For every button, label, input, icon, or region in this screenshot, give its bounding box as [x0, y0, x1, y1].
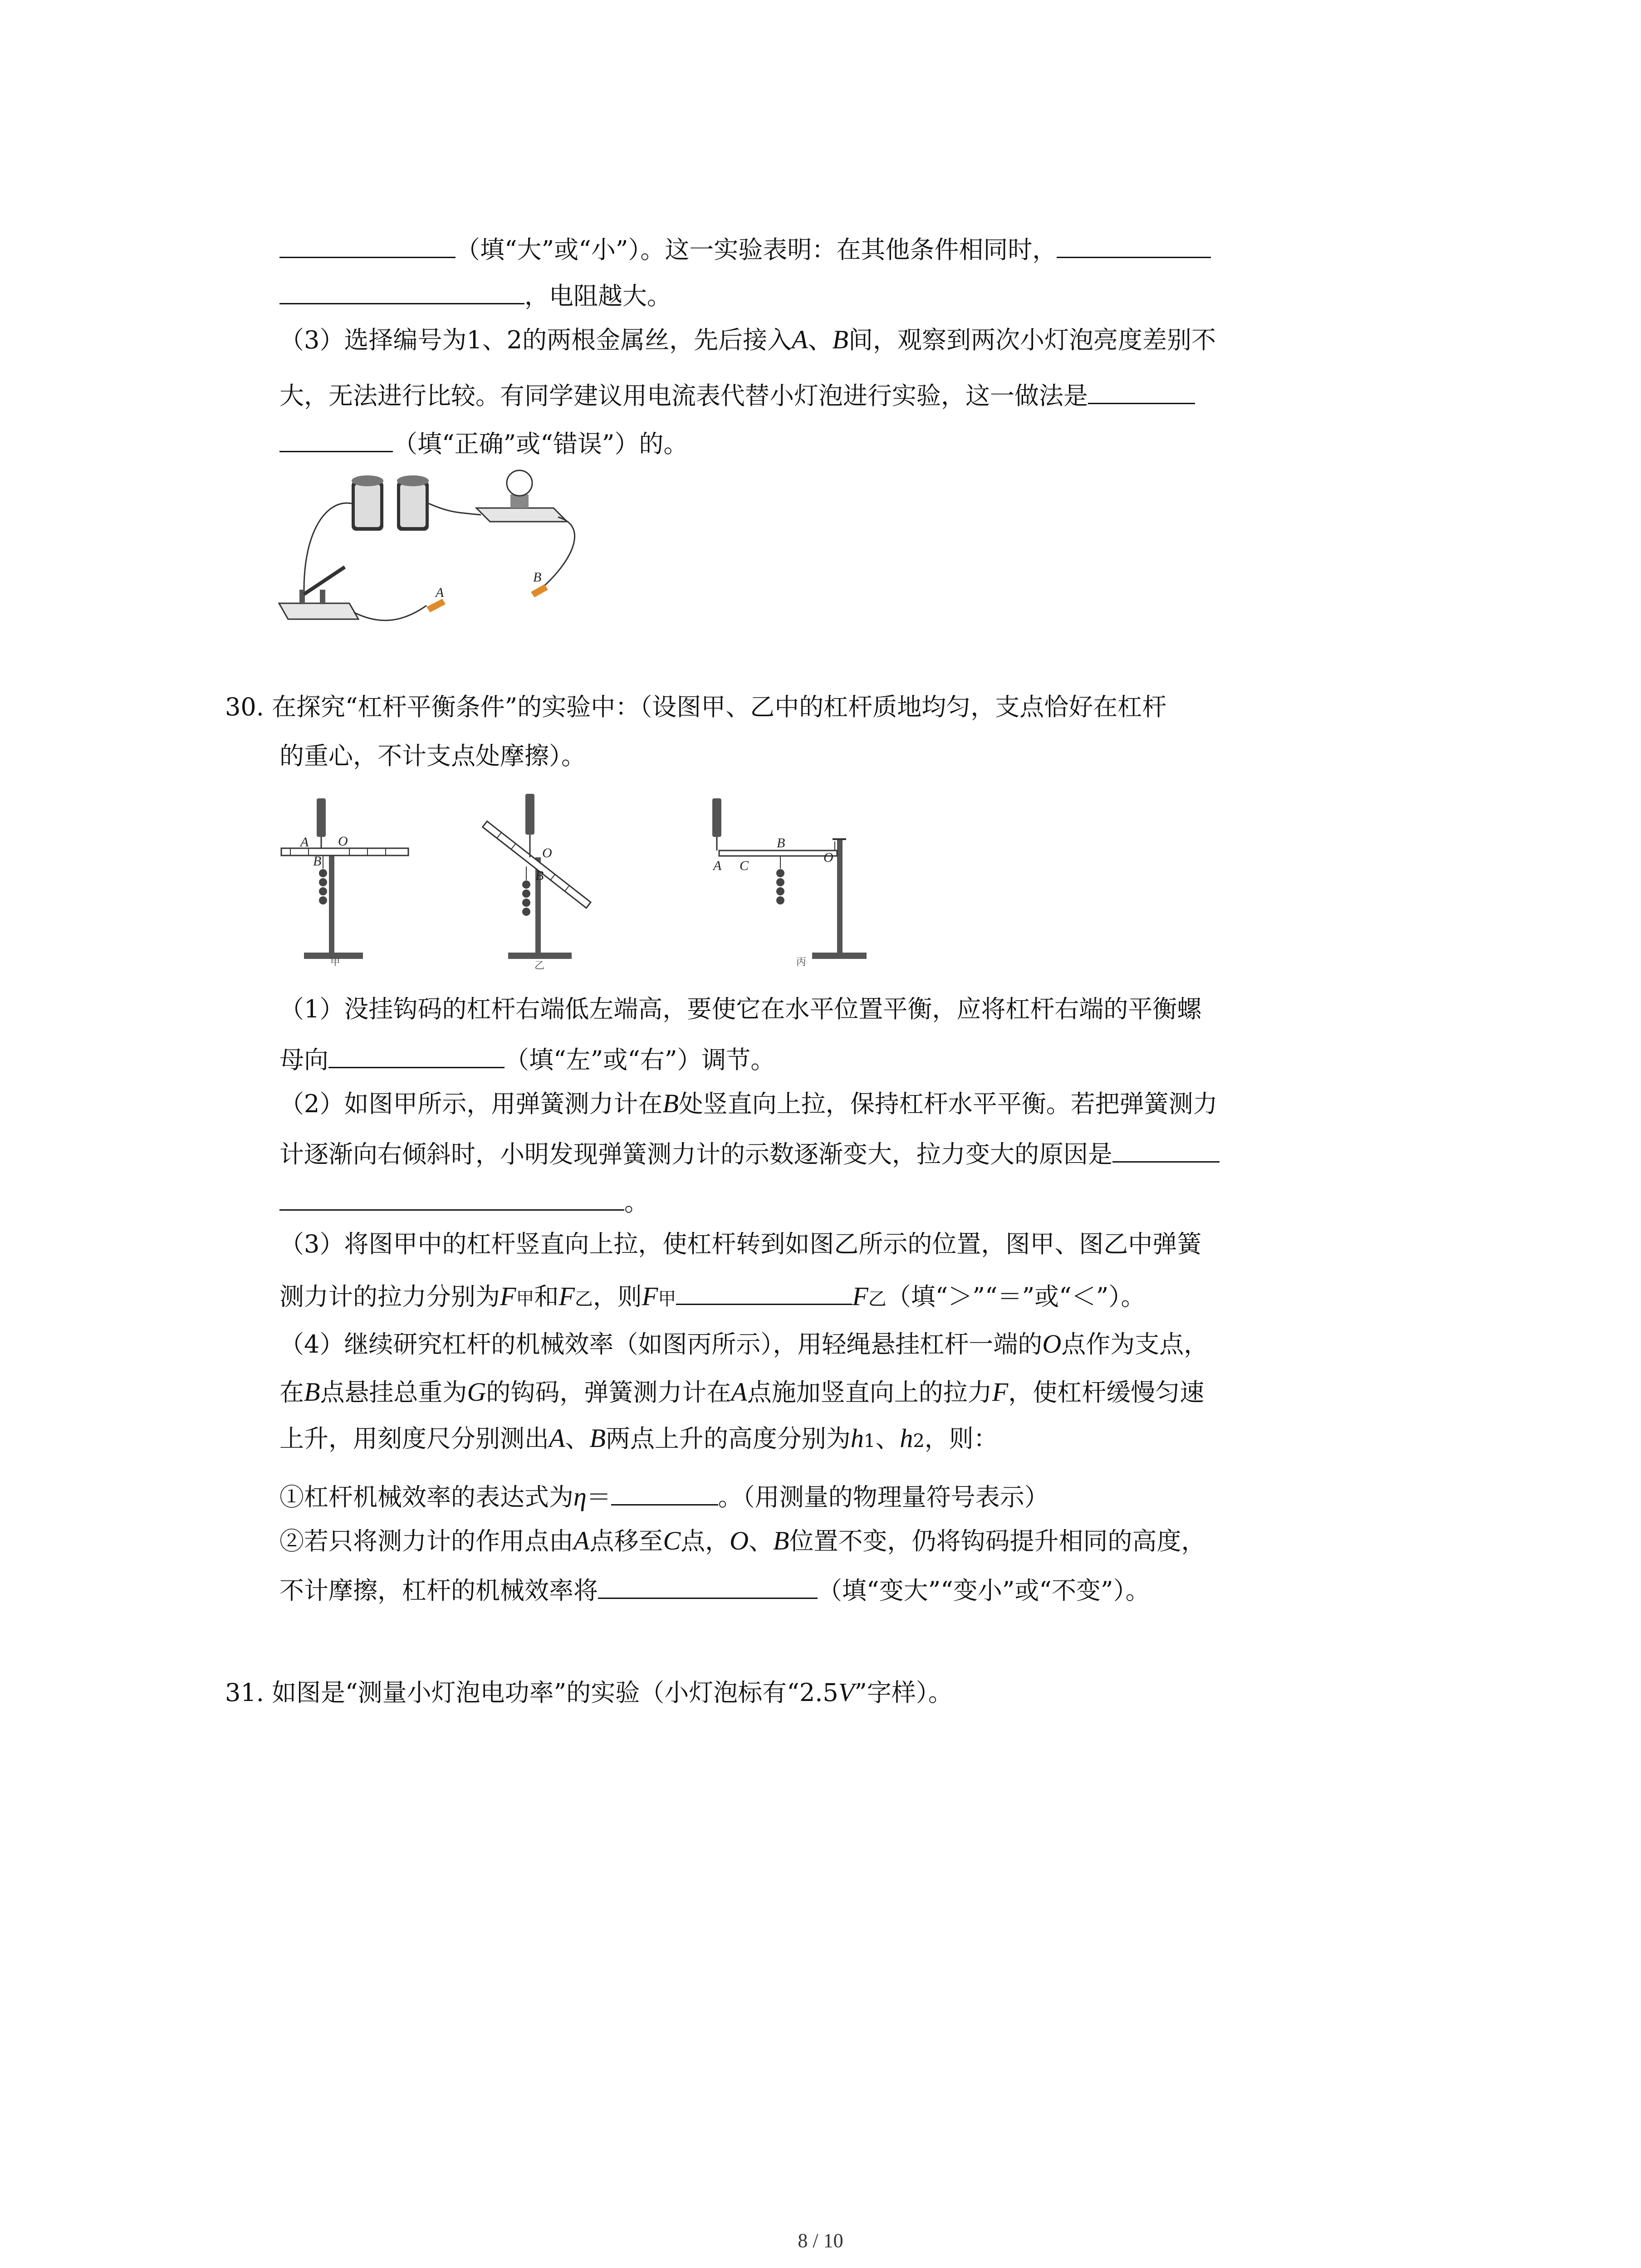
q30-sub1-line: ①杠杆机械效率的表达式为η＝ 。（用测量的物理量符号表示） — [279, 1481, 1049, 1510]
answer-blank[interactable] — [279, 233, 456, 258]
figure-jia — [281, 798, 408, 968]
svg-text:B: B — [313, 854, 322, 869]
q30-part4-line-2: 在B点悬挂总重为G的钩码，弹簧测力计在A点施加竖直向上的拉力F，使杠杆缓慢匀速 — [279, 1377, 1205, 1407]
question-number: 30. — [225, 693, 264, 721]
svg-text:A: A — [300, 835, 309, 850]
switch — [279, 567, 358, 619]
q30-sub2-line-2: 不计摩擦，杠杆的机械效率将 （填“变大”“变小”或“不变”）。 — [279, 1574, 1150, 1603]
svg-text:C: C — [740, 858, 749, 873]
q30-part3-line-2: 测力计的拉力分别为F甲和F乙，则F甲 F乙（填“＞”“＝”或“＜”）。 — [279, 1280, 1145, 1310]
answer-blank[interactable] — [1112, 1138, 1220, 1163]
q30-stem-line-2: 的重心，不计支点处摩擦）。 — [279, 742, 586, 770]
page-number: 8 / 10 — [798, 2229, 843, 2252]
svg-text:B: B — [535, 868, 544, 883]
clip-b — [531, 584, 548, 597]
lever-figures — [272, 789, 871, 971]
answer-blank[interactable] — [676, 1280, 852, 1305]
svg-text:O: O — [338, 834, 348, 849]
answer-blank[interactable] — [279, 427, 393, 452]
q30-part4-line-3: 上升，用刻度尺分别测出A、B两点上升的高度分别为h1、h2，则： — [279, 1423, 998, 1453]
svg-text:A: A — [713, 858, 722, 873]
q30-part2-line-3: 。 — [279, 1186, 649, 1215]
answer-blank[interactable] — [328, 1043, 505, 1068]
q29-line-1: （填“大”或“小”）。这一实验表明：在其他条件相同时， — [279, 233, 1211, 262]
battery-2 — [397, 475, 429, 531]
answer-blank[interactable] — [1088, 379, 1195, 404]
answer-blank[interactable] — [279, 1186, 624, 1211]
figure-yi — [483, 794, 591, 971]
q29-part3-line-1: （3）选择编号为1、2的两根金属丝，先后接入A、B间，观察到两次小灯泡亮度差别不 — [279, 325, 1216, 354]
q30-stem-line-1: 30. 在探究“杠杆平衡条件”的实验中：（设图甲、乙中的杠杆质地均匀，支点恰好在杠杆 — [225, 693, 1167, 721]
label-b: B — [533, 570, 542, 585]
spring-scale — [317, 798, 326, 837]
q29-line-2: ，电阻越大。 — [279, 279, 671, 308]
battery-1 — [352, 475, 383, 531]
circuit-figure — [277, 463, 622, 635]
q30-part2-line-2: 计逐渐向右倾斜时，小明发现弹簧测力计的示数逐渐变大，拉力变大的原因是 — [279, 1138, 1220, 1167]
question-number: 31. — [225, 1678, 264, 1707]
svg-text:O: O — [542, 846, 552, 860]
svg-text:B: B — [777, 836, 785, 850]
q29-part3-line-3: （填“正确”或“错误”）的。 — [279, 427, 688, 456]
spring-scale — [712, 798, 721, 837]
spring-scale — [525, 794, 534, 835]
q30-part2-line-1: （2）如图甲所示，用弹簧测力计在B处竖直向上拉，保持杠杆水平平衡。若把弹簧测力 — [279, 1089, 1218, 1118]
q31-stem: 31. 如图是“测量小灯泡电功率”的实验（小灯泡标有“2.5V”字样）。 — [225, 1677, 953, 1707]
q29-part3-line-2: 大，无法进行比较。有同学建议用电流表代替小灯泡进行实验，这一做法是 — [279, 379, 1195, 408]
caption-jia: 甲 — [330, 957, 341, 968]
figure-bing — [712, 798, 867, 968]
clip-a — [426, 599, 446, 612]
answer-blank[interactable] — [279, 279, 524, 304]
q30-sub2-line-1: ②若只将测力计的作用点由A点移至C点，O、B位置不变，仍将钩码提升相同的高度， — [279, 1526, 1206, 1555]
caption-bing: 丙 — [796, 957, 807, 968]
label-a: A — [436, 585, 444, 600]
answer-blank[interactable] — [1057, 233, 1211, 258]
answer-blank[interactable] — [598, 1574, 818, 1599]
q30-part3-line-1: （3）将图甲中的杠杆竖直向上拉，使杠杆转到如图乙所示的位置，图甲、图乙中弹簧 — [279, 1230, 1202, 1258]
q30-part1-line-2: 母向 （填“左”或“右”）调节。 — [279, 1043, 775, 1072]
q30-part4-line-1: （4）继续研究杠杆的机械效率（如图丙所示），用轻绳悬挂杠杆一端的O点作为支点， — [279, 1329, 1209, 1359]
bulb — [476, 470, 567, 522]
q30-part1-line-1: （1）没挂钩码的杠杆右端低左端高，要使它在水平位置平衡，应将杠杆右端的平衡螺 — [279, 995, 1202, 1023]
answer-blank[interactable] — [611, 1481, 718, 1505]
caption-yi: 乙 — [534, 960, 545, 971]
svg-text:O: O — [823, 850, 833, 865]
